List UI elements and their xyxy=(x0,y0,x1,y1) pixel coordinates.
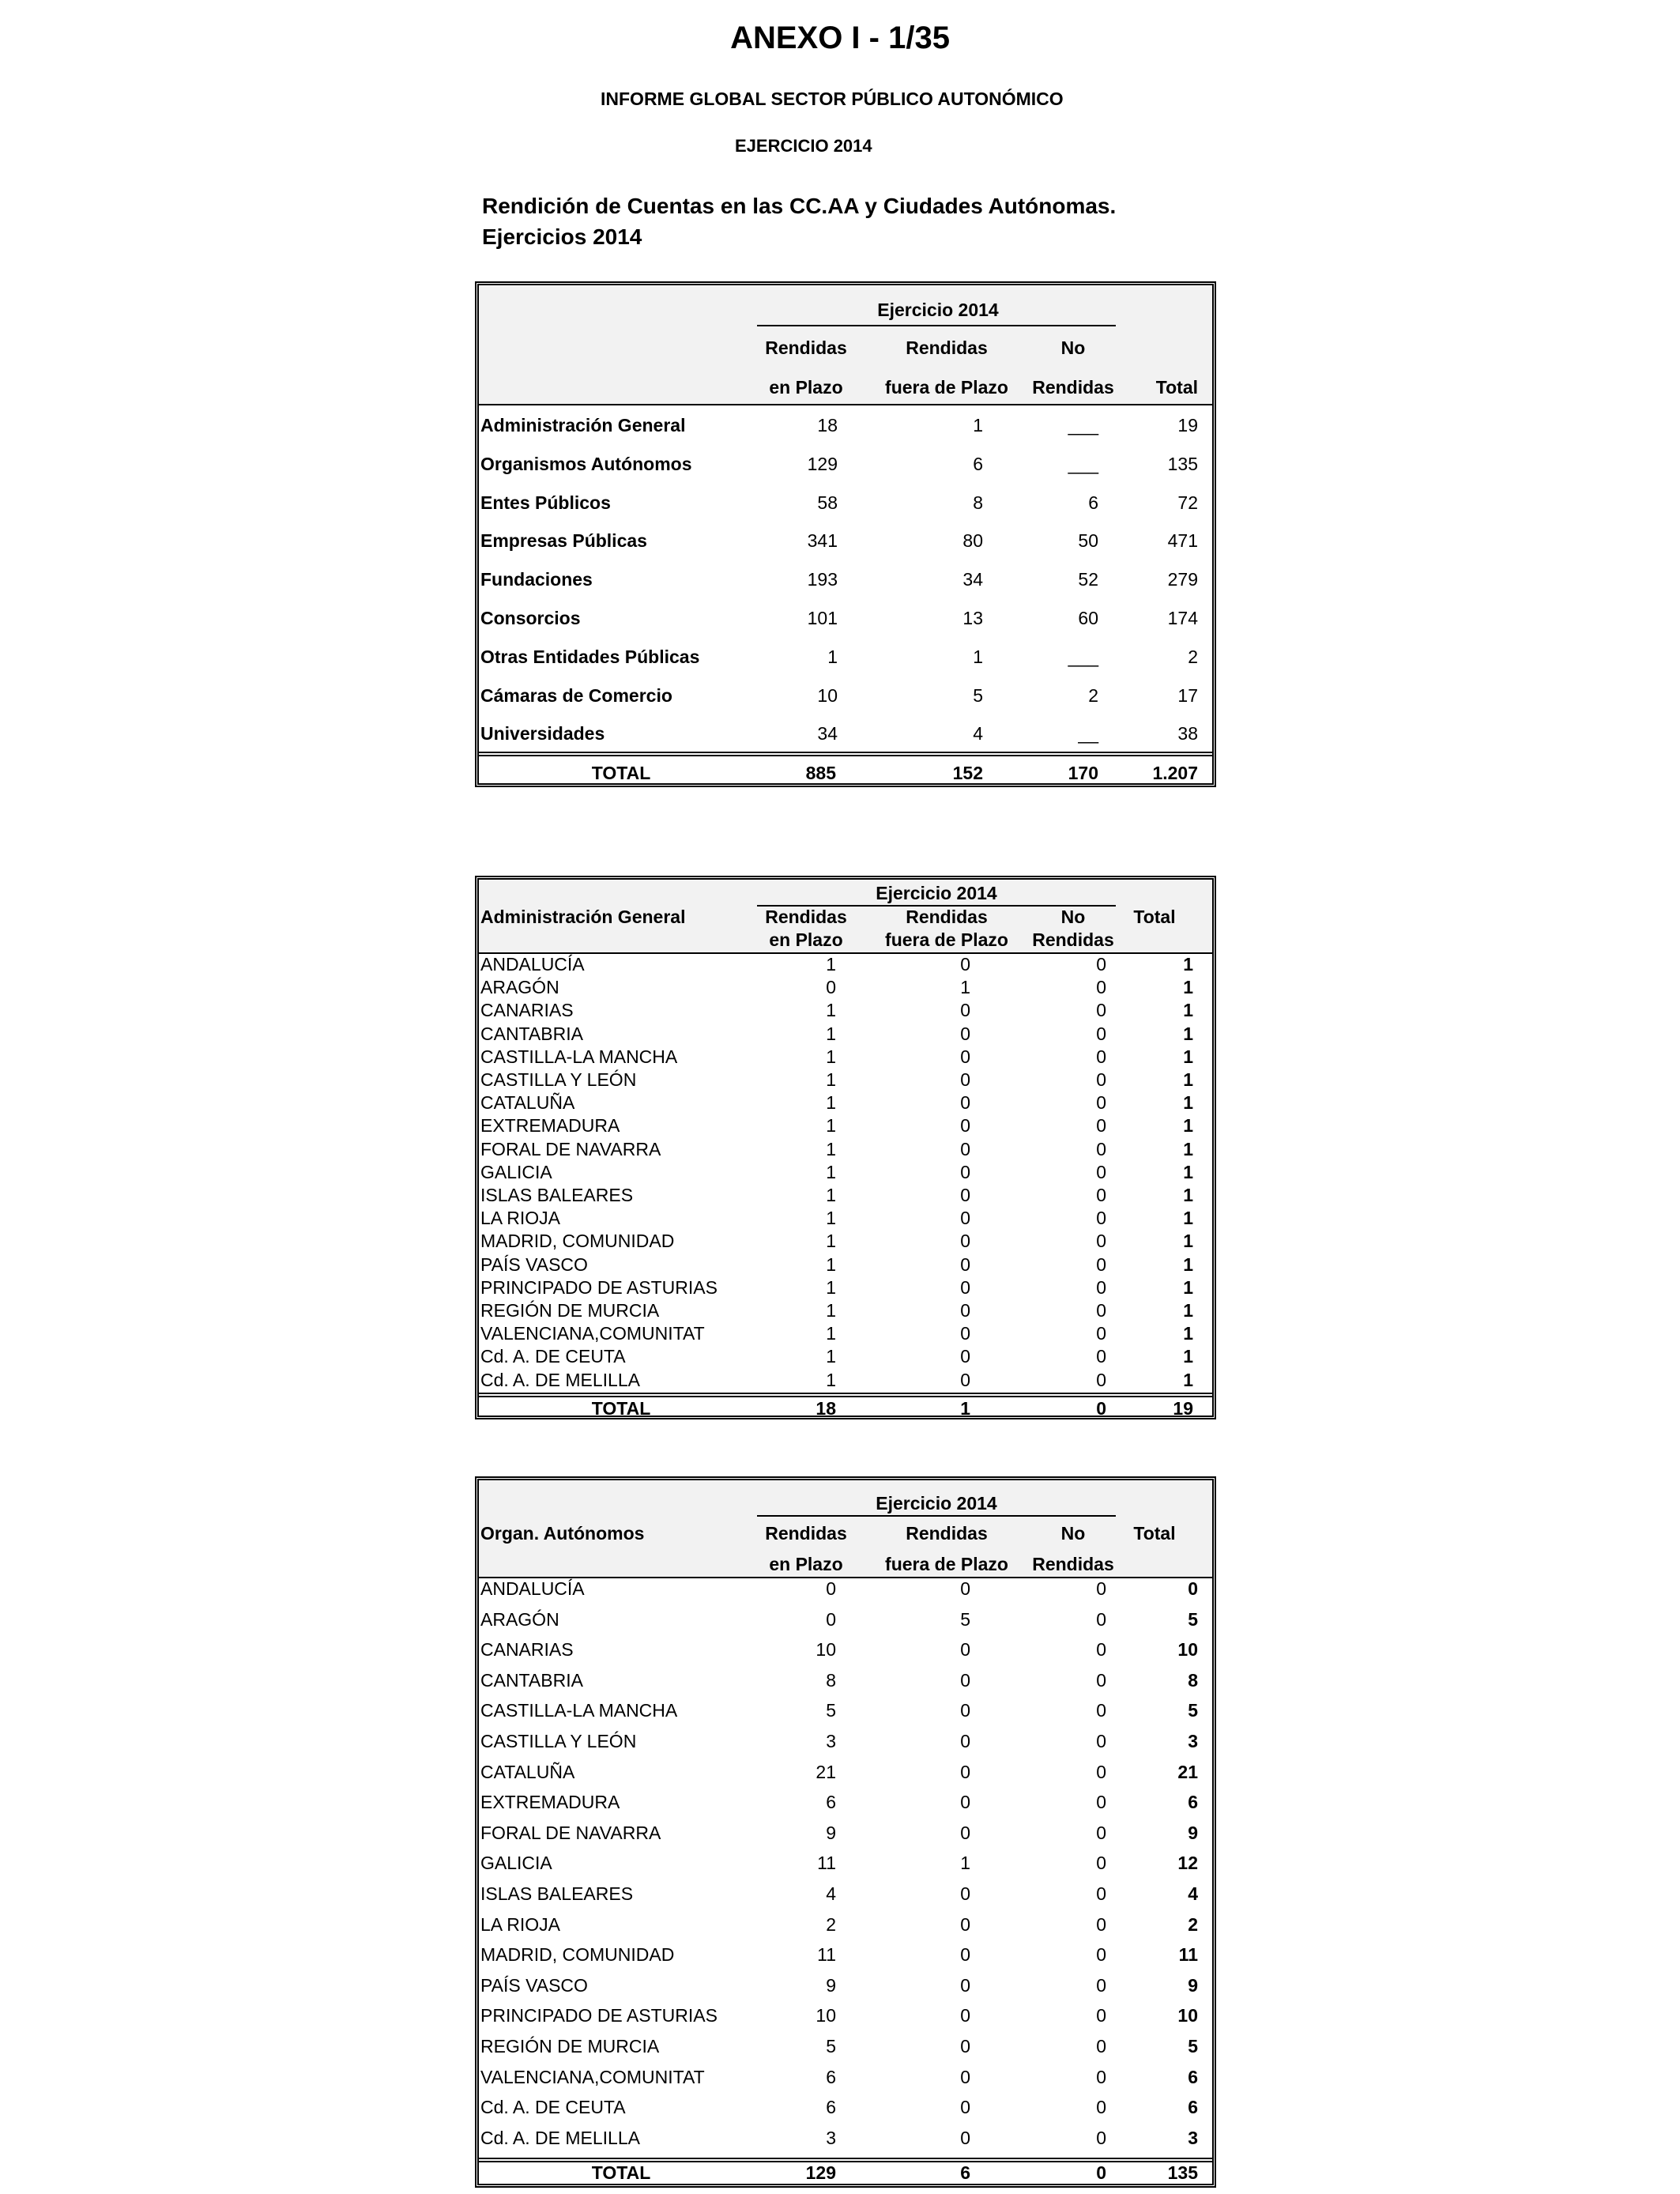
row-value: 0 xyxy=(960,1161,970,1182)
total-value: 0 xyxy=(1096,2162,1106,2183)
total-value: 1 xyxy=(960,1398,970,1419)
row-value: 0 xyxy=(960,1913,970,1935)
row-value: 0 xyxy=(960,1369,970,1390)
row-value: 0 xyxy=(960,1822,970,1843)
row-value: 5 xyxy=(960,1608,970,1630)
row-value: 0 xyxy=(960,1185,970,1205)
col-header: Rendidas xyxy=(765,1523,847,1544)
row-value: 1 xyxy=(826,1161,836,1182)
row-total-value: 1 xyxy=(1183,1161,1193,1182)
row-total-value: 1 xyxy=(1183,1046,1193,1067)
report-subtitle: INFORME GLOBAL SECTOR PÚBLICO AUTONÓMICO xyxy=(601,89,1064,109)
row-label: ISLAS BALEARES xyxy=(480,1883,634,1904)
row-label: ANDALUCÍA xyxy=(480,954,585,974)
total-value: 135 xyxy=(1167,2162,1198,2183)
row-value: 50 xyxy=(1078,530,1098,552)
row-value: 0 xyxy=(826,1578,836,1599)
row-total-value: 0 xyxy=(1188,1578,1198,1599)
row-value: 0 xyxy=(1096,2036,1106,2056)
col-header: en Plazo xyxy=(769,1554,843,1574)
row-total-value: 471 xyxy=(1167,530,1198,552)
row-value: 0 xyxy=(1096,1276,1106,1298)
row-value: 0 xyxy=(1096,1792,1106,1813)
row-value: 0 xyxy=(1096,1578,1106,1599)
row-value: 1 xyxy=(973,415,983,435)
row-total-value: 1 xyxy=(1183,954,1193,974)
row-value: 0 xyxy=(1096,954,1106,974)
row-value: ___ xyxy=(1068,453,1098,474)
row-value: 6 xyxy=(1088,492,1098,513)
row-value: 6 xyxy=(826,1792,836,1813)
row-value: 0 xyxy=(1096,1069,1106,1090)
row-label: LA RIOJA xyxy=(480,1208,560,1229)
admin-general-table xyxy=(475,876,1216,1419)
row-total-value: 3 xyxy=(1188,1731,1198,1751)
total-value: 170 xyxy=(1068,763,1098,783)
row-label: PAÍS VASCO xyxy=(480,1974,588,1996)
row-value: 0 xyxy=(1096,1639,1106,1661)
row-value: 0 xyxy=(960,1883,970,1904)
summary-table xyxy=(475,281,1216,787)
row-total-value: 1 xyxy=(1183,1276,1193,1298)
row-label: Cámaras de Comercio xyxy=(480,684,672,706)
row-total-value: 6 xyxy=(1188,1792,1198,1813)
row-label: MADRID, COMUNIDAD xyxy=(480,1231,675,1252)
total-value: 6 xyxy=(960,2162,970,2183)
row-total-value: 19 xyxy=(1177,415,1198,435)
row-total-value: 1 xyxy=(1183,1369,1193,1390)
row-total-value: 174 xyxy=(1167,608,1198,628)
row-total-value: 5 xyxy=(1188,2036,1198,2056)
row-label: Fundaciones xyxy=(480,569,593,590)
row-label: CANTABRIA xyxy=(480,1023,583,1044)
row-value: 11 xyxy=(817,1853,836,1874)
row-value: 0 xyxy=(960,2097,970,2118)
row-total-value: 5 xyxy=(1188,1608,1198,1630)
row-value: 0 xyxy=(1096,1000,1106,1021)
row-total-value: 1 xyxy=(1183,1253,1193,1275)
row-value: 0 xyxy=(1096,2066,1106,2087)
row-label: VALENCIANA,COMUNITAT xyxy=(480,1323,705,1344)
row-value: 2 xyxy=(1088,684,1098,706)
row-label: ISLAS BALEARES xyxy=(480,1185,634,1205)
row-value: 0 xyxy=(1096,1669,1106,1691)
table-title: Organ. Autónomos xyxy=(480,1523,645,1544)
row-label: MADRID, COMUNIDAD xyxy=(480,1944,675,1966)
row-label: GALICIA xyxy=(480,1853,552,1874)
row-label: EXTREMADURA xyxy=(480,1115,620,1137)
col-header: Rendidas xyxy=(765,907,847,927)
row-label: ARAGÓN xyxy=(480,977,559,998)
group-header: Ejercicio 2014 xyxy=(876,883,997,903)
row-value: 0 xyxy=(826,977,836,998)
row-total-value: 38 xyxy=(1177,723,1198,745)
total-label: TOTAL xyxy=(591,2162,651,2183)
organ-autonomos-table xyxy=(475,1476,1216,2188)
row-total-value: 1 xyxy=(1183,1208,1193,1229)
row-label: CASTILLA Y LEÓN xyxy=(480,1731,637,1751)
table-title: Administración General xyxy=(480,907,686,927)
row-value: 8 xyxy=(826,1669,836,1691)
row-value: 1 xyxy=(827,646,838,667)
row-value: 0 xyxy=(1096,1853,1106,1874)
row-value: 0 xyxy=(1096,1974,1106,1996)
row-total-value: 1 xyxy=(1183,1323,1193,1344)
row-total-value: 17 xyxy=(1177,684,1198,706)
col-header: fuera de Plazo xyxy=(885,1554,1008,1574)
row-value: 0 xyxy=(960,1000,970,1021)
row-label: EXTREMADURA xyxy=(480,1792,620,1813)
row-value: 0 xyxy=(960,1792,970,1813)
row-value: 0 xyxy=(960,1669,970,1691)
row-value: 129 xyxy=(807,453,838,474)
row-value: 1 xyxy=(826,1253,836,1275)
row-value: 10 xyxy=(817,684,838,706)
row-value: 34 xyxy=(817,723,838,745)
row-total-value: 1 xyxy=(1183,1346,1193,1367)
row-value: 0 xyxy=(1096,1700,1106,1721)
row-value: 21 xyxy=(816,1761,836,1782)
row-value: 5 xyxy=(826,1700,836,1721)
row-total-value: 135 xyxy=(1167,453,1198,474)
row-value: 1 xyxy=(826,1023,836,1044)
row-value: 0 xyxy=(1096,1883,1106,1904)
row-value: 1 xyxy=(826,1323,836,1344)
col-header: Rendidas xyxy=(1032,1554,1114,1574)
row-value: 0 xyxy=(960,1944,970,1966)
row-value: 1 xyxy=(826,1300,836,1321)
row-value: 60 xyxy=(1078,608,1098,628)
row-label: Entes Públicos xyxy=(480,492,611,513)
row-value: 0 xyxy=(960,1700,970,1721)
row-label: FORAL DE NAVARRA xyxy=(480,1138,661,1159)
row-value: 0 xyxy=(960,1208,970,1229)
row-value: 0 xyxy=(960,1974,970,1996)
row-value: 0 xyxy=(1096,1138,1106,1159)
row-total-value: 279 xyxy=(1167,569,1198,590)
row-value: 0 xyxy=(1096,1023,1106,1044)
col-header: fuera de Plazo xyxy=(885,929,1008,950)
row-value: 1 xyxy=(960,977,970,998)
total-value: 1.207 xyxy=(1152,763,1198,783)
row-value: 0 xyxy=(960,1092,970,1114)
row-value: 9 xyxy=(826,1974,836,1996)
row-label: Universidades xyxy=(480,723,605,745)
row-value: 6 xyxy=(826,2066,836,2087)
row-label: CASTILLA Y LEÓN xyxy=(480,1069,637,1090)
col-header: No xyxy=(1060,337,1086,358)
row-value: 0 xyxy=(960,1253,970,1275)
row-total-value: 6 xyxy=(1188,2097,1198,2118)
row-total-value: 9 xyxy=(1188,1974,1198,1996)
row-value: 4 xyxy=(826,1883,836,1904)
row-value: 0 xyxy=(960,1046,970,1067)
row-value: 0 xyxy=(960,1023,970,1044)
row-value: 5 xyxy=(973,684,983,706)
row-value: 341 xyxy=(807,530,838,552)
row-label: Cd. A. DE CEUTA xyxy=(480,1346,626,1367)
row-total-value: 1 xyxy=(1183,1069,1193,1090)
total-value: 885 xyxy=(805,763,836,783)
row-label: REGIÓN DE MURCIA xyxy=(480,1300,660,1321)
row-total-value: 1 xyxy=(1183,1231,1193,1252)
row-label: REGIÓN DE MURCIA xyxy=(480,2036,660,2056)
row-label: ARAGÓN xyxy=(480,1608,559,1630)
total-value: 152 xyxy=(952,763,983,783)
col-header: No xyxy=(1060,1523,1086,1544)
row-label: Cd. A. DE MELILLA xyxy=(480,2127,640,2148)
row-value: 0 xyxy=(1096,1253,1106,1275)
row-value: 1 xyxy=(826,1369,836,1390)
row-value: 8 xyxy=(973,492,983,513)
row-value: 1 xyxy=(826,1138,836,1159)
row-value: 1 xyxy=(826,1346,836,1367)
row-value: 1 xyxy=(826,1069,836,1090)
row-total-value: 1 xyxy=(1183,1300,1193,1321)
row-value: 0 xyxy=(1096,1185,1106,1205)
row-value: 0 xyxy=(960,1323,970,1344)
col-header: Rendidas xyxy=(1032,929,1114,950)
row-total-value: 1 xyxy=(1183,1000,1193,1021)
row-value: 80 xyxy=(962,530,983,552)
row-total-value: 4 xyxy=(1188,1883,1198,1904)
row-label: ANDALUCÍA xyxy=(480,1578,585,1599)
col-header: Rendidas xyxy=(1032,377,1114,398)
page-title: ANEXO I - 1/35 xyxy=(730,21,950,55)
row-value: 0 xyxy=(960,2036,970,2056)
row-value: 0 xyxy=(1096,977,1106,998)
total-value: 129 xyxy=(805,2162,836,2183)
row-label: CANTABRIA xyxy=(480,1669,583,1691)
col-header-total: Total xyxy=(1133,907,1176,927)
row-label: CASTILLA-LA MANCHA xyxy=(480,1700,678,1721)
row-total-value: 72 xyxy=(1177,492,1198,513)
row-value: 0 xyxy=(960,1578,970,1599)
row-value: ___ xyxy=(1068,646,1098,667)
row-label: PAÍS VASCO xyxy=(480,1253,588,1275)
row-value: 0 xyxy=(1096,1369,1106,1390)
row-value: 0 xyxy=(1096,1944,1106,1966)
row-value: 6 xyxy=(826,2097,836,2118)
row-value: 0 xyxy=(1096,1161,1106,1182)
col-header: No xyxy=(1060,907,1086,927)
row-total-value: 10 xyxy=(1177,2005,1198,2026)
row-value: 13 xyxy=(962,608,983,628)
row-value: 11 xyxy=(817,1944,836,1966)
row-total-value: 1 xyxy=(1183,1138,1193,1159)
row-value: 0 xyxy=(1096,1046,1106,1067)
row-value: 0 xyxy=(960,2066,970,2087)
row-label: CATALUÑA xyxy=(480,1092,575,1114)
row-label: FORAL DE NAVARRA xyxy=(480,1822,661,1843)
total-label: TOTAL xyxy=(591,1398,651,1419)
row-value: 0 xyxy=(960,2127,970,2148)
row-value: 4 xyxy=(973,723,983,745)
row-value: 3 xyxy=(826,2127,836,2148)
row-value: 1 xyxy=(973,646,983,667)
row-value: 0 xyxy=(1096,1092,1106,1114)
row-label: CANARIAS xyxy=(480,1639,574,1661)
section-heading: Rendición de Cuentas en las CC.AA y Ciudades Autónomas. xyxy=(482,194,1117,218)
row-value: 1 xyxy=(960,1853,970,1874)
row-value: 1 xyxy=(826,1208,836,1229)
row-value: 1 xyxy=(826,1092,836,1114)
row-value: 0 xyxy=(960,1761,970,1782)
col-header: Rendidas xyxy=(906,337,988,358)
row-label: GALICIA xyxy=(480,1161,552,1182)
row-value: 1 xyxy=(826,1000,836,1021)
row-value: 0 xyxy=(1096,2097,1106,2118)
row-value: 0 xyxy=(960,1731,970,1751)
row-value: 1 xyxy=(826,1185,836,1205)
row-total-value: 6 xyxy=(1188,2066,1198,2087)
col-header: en Plazo xyxy=(769,377,843,398)
row-value: 6 xyxy=(973,453,983,474)
row-total-value: 11 xyxy=(1178,1944,1198,1966)
row-value: 0 xyxy=(1096,1323,1106,1344)
row-label: Empresas Públicas xyxy=(480,530,647,552)
row-value: 52 xyxy=(1078,569,1098,590)
col-header: en Plazo xyxy=(769,929,843,950)
row-label: Administración General xyxy=(480,415,686,435)
row-value: 1 xyxy=(826,1046,836,1067)
row-value: 0 xyxy=(960,1138,970,1159)
row-value: 9 xyxy=(826,1822,836,1843)
row-value: 1 xyxy=(826,1115,836,1137)
row-value: 18 xyxy=(817,415,838,435)
row-label: PRINCIPADO DE ASTURIAS xyxy=(480,2005,718,2026)
row-label: LA RIOJA xyxy=(480,1913,560,1935)
row-total-value: 3 xyxy=(1188,2127,1198,2148)
row-total-value: 10 xyxy=(1177,1639,1198,1661)
row-value: 0 xyxy=(1096,1208,1106,1229)
row-value: 10 xyxy=(816,1639,836,1661)
row-total-value: 21 xyxy=(1177,1761,1198,1782)
row-value: 193 xyxy=(807,569,838,590)
row-total-value: 1 xyxy=(1183,1185,1193,1205)
col-header-total: Total xyxy=(1155,377,1198,398)
row-value: 0 xyxy=(1096,1731,1106,1751)
row-value: 0 xyxy=(960,1346,970,1367)
total-label: TOTAL xyxy=(591,763,651,783)
row-value: 1 xyxy=(826,954,836,974)
row-value: 0 xyxy=(960,1639,970,1661)
row-value: 0 xyxy=(1096,1608,1106,1630)
row-label: CANARIAS xyxy=(480,1000,574,1021)
col-header: Rendidas xyxy=(765,337,847,358)
row-value: 0 xyxy=(1096,1761,1106,1782)
col-header: Rendidas xyxy=(906,1523,988,1544)
row-value: 0 xyxy=(960,2005,970,2026)
row-value: 0 xyxy=(960,954,970,974)
total-value: 19 xyxy=(1173,1398,1193,1419)
row-value: 0 xyxy=(960,1115,970,1137)
row-value: 0 xyxy=(960,1231,970,1252)
row-total-value: 2 xyxy=(1188,1913,1198,1935)
row-label: CASTILLA-LA MANCHA xyxy=(480,1046,678,1067)
row-value: ___ xyxy=(1068,415,1098,435)
row-total-value: 1 xyxy=(1183,1115,1193,1137)
row-label: Cd. A. DE MELILLA xyxy=(480,1369,640,1390)
row-value: 34 xyxy=(962,569,983,590)
row-value: 2 xyxy=(826,1913,836,1935)
row-value: 0 xyxy=(1096,1346,1106,1367)
row-label: Consorcios xyxy=(480,608,581,628)
row-value: 0 xyxy=(1096,1300,1106,1321)
row-value: 0 xyxy=(960,1276,970,1298)
row-value: 101 xyxy=(807,608,838,628)
section-heading-year: Ejercicios 2014 xyxy=(482,224,642,249)
row-value: 0 xyxy=(1096,1913,1106,1935)
row-total-value: 1 xyxy=(1183,1023,1193,1044)
row-value: 0 xyxy=(1096,1822,1106,1843)
group-header: Ejercicio 2014 xyxy=(876,1493,997,1514)
row-value: 0 xyxy=(960,1300,970,1321)
row-value: 1 xyxy=(826,1276,836,1298)
row-total-value: 1 xyxy=(1183,977,1193,998)
fiscal-year-subtitle: EJERCICIO 2014 xyxy=(735,136,872,156)
row-total-value: 12 xyxy=(1177,1853,1198,1874)
row-value: __ xyxy=(1078,723,1098,745)
row-label: VALENCIANA,COMUNITAT xyxy=(480,2066,705,2087)
col-header-total: Total xyxy=(1133,1523,1176,1544)
row-value: 3 xyxy=(826,1731,836,1751)
row-value: 0 xyxy=(960,1069,970,1090)
row-label: CATALUÑA xyxy=(480,1761,575,1782)
col-header: Rendidas xyxy=(906,907,988,927)
row-total-value: 2 xyxy=(1188,646,1198,667)
row-value: 0 xyxy=(1096,2005,1106,2026)
group-header: Ejercicio 2014 xyxy=(877,300,999,320)
row-value: 0 xyxy=(1096,1231,1106,1252)
row-value: 0 xyxy=(1096,2127,1106,2148)
row-value: 10 xyxy=(816,2005,836,2026)
row-value: 0 xyxy=(826,1608,836,1630)
row-label: Organismos Autónomos xyxy=(480,453,692,474)
row-total-value: 5 xyxy=(1188,1700,1198,1721)
total-value: 0 xyxy=(1096,1398,1106,1419)
row-total-value: 1 xyxy=(1183,1092,1193,1114)
row-value: 0 xyxy=(1096,1115,1106,1137)
row-value: 5 xyxy=(826,2036,836,2056)
row-total-value: 9 xyxy=(1188,1822,1198,1843)
row-label: Otras Entidades Públicas xyxy=(480,646,700,667)
total-value: 18 xyxy=(816,1398,836,1419)
row-value: 58 xyxy=(817,492,838,513)
row-label: PRINCIPADO DE ASTURIAS xyxy=(480,1276,718,1298)
row-value: 1 xyxy=(826,1231,836,1252)
row-label: Cd. A. DE CEUTA xyxy=(480,2097,626,2118)
col-header: fuera de Plazo xyxy=(885,377,1008,398)
row-total-value: 8 xyxy=(1188,1669,1198,1691)
